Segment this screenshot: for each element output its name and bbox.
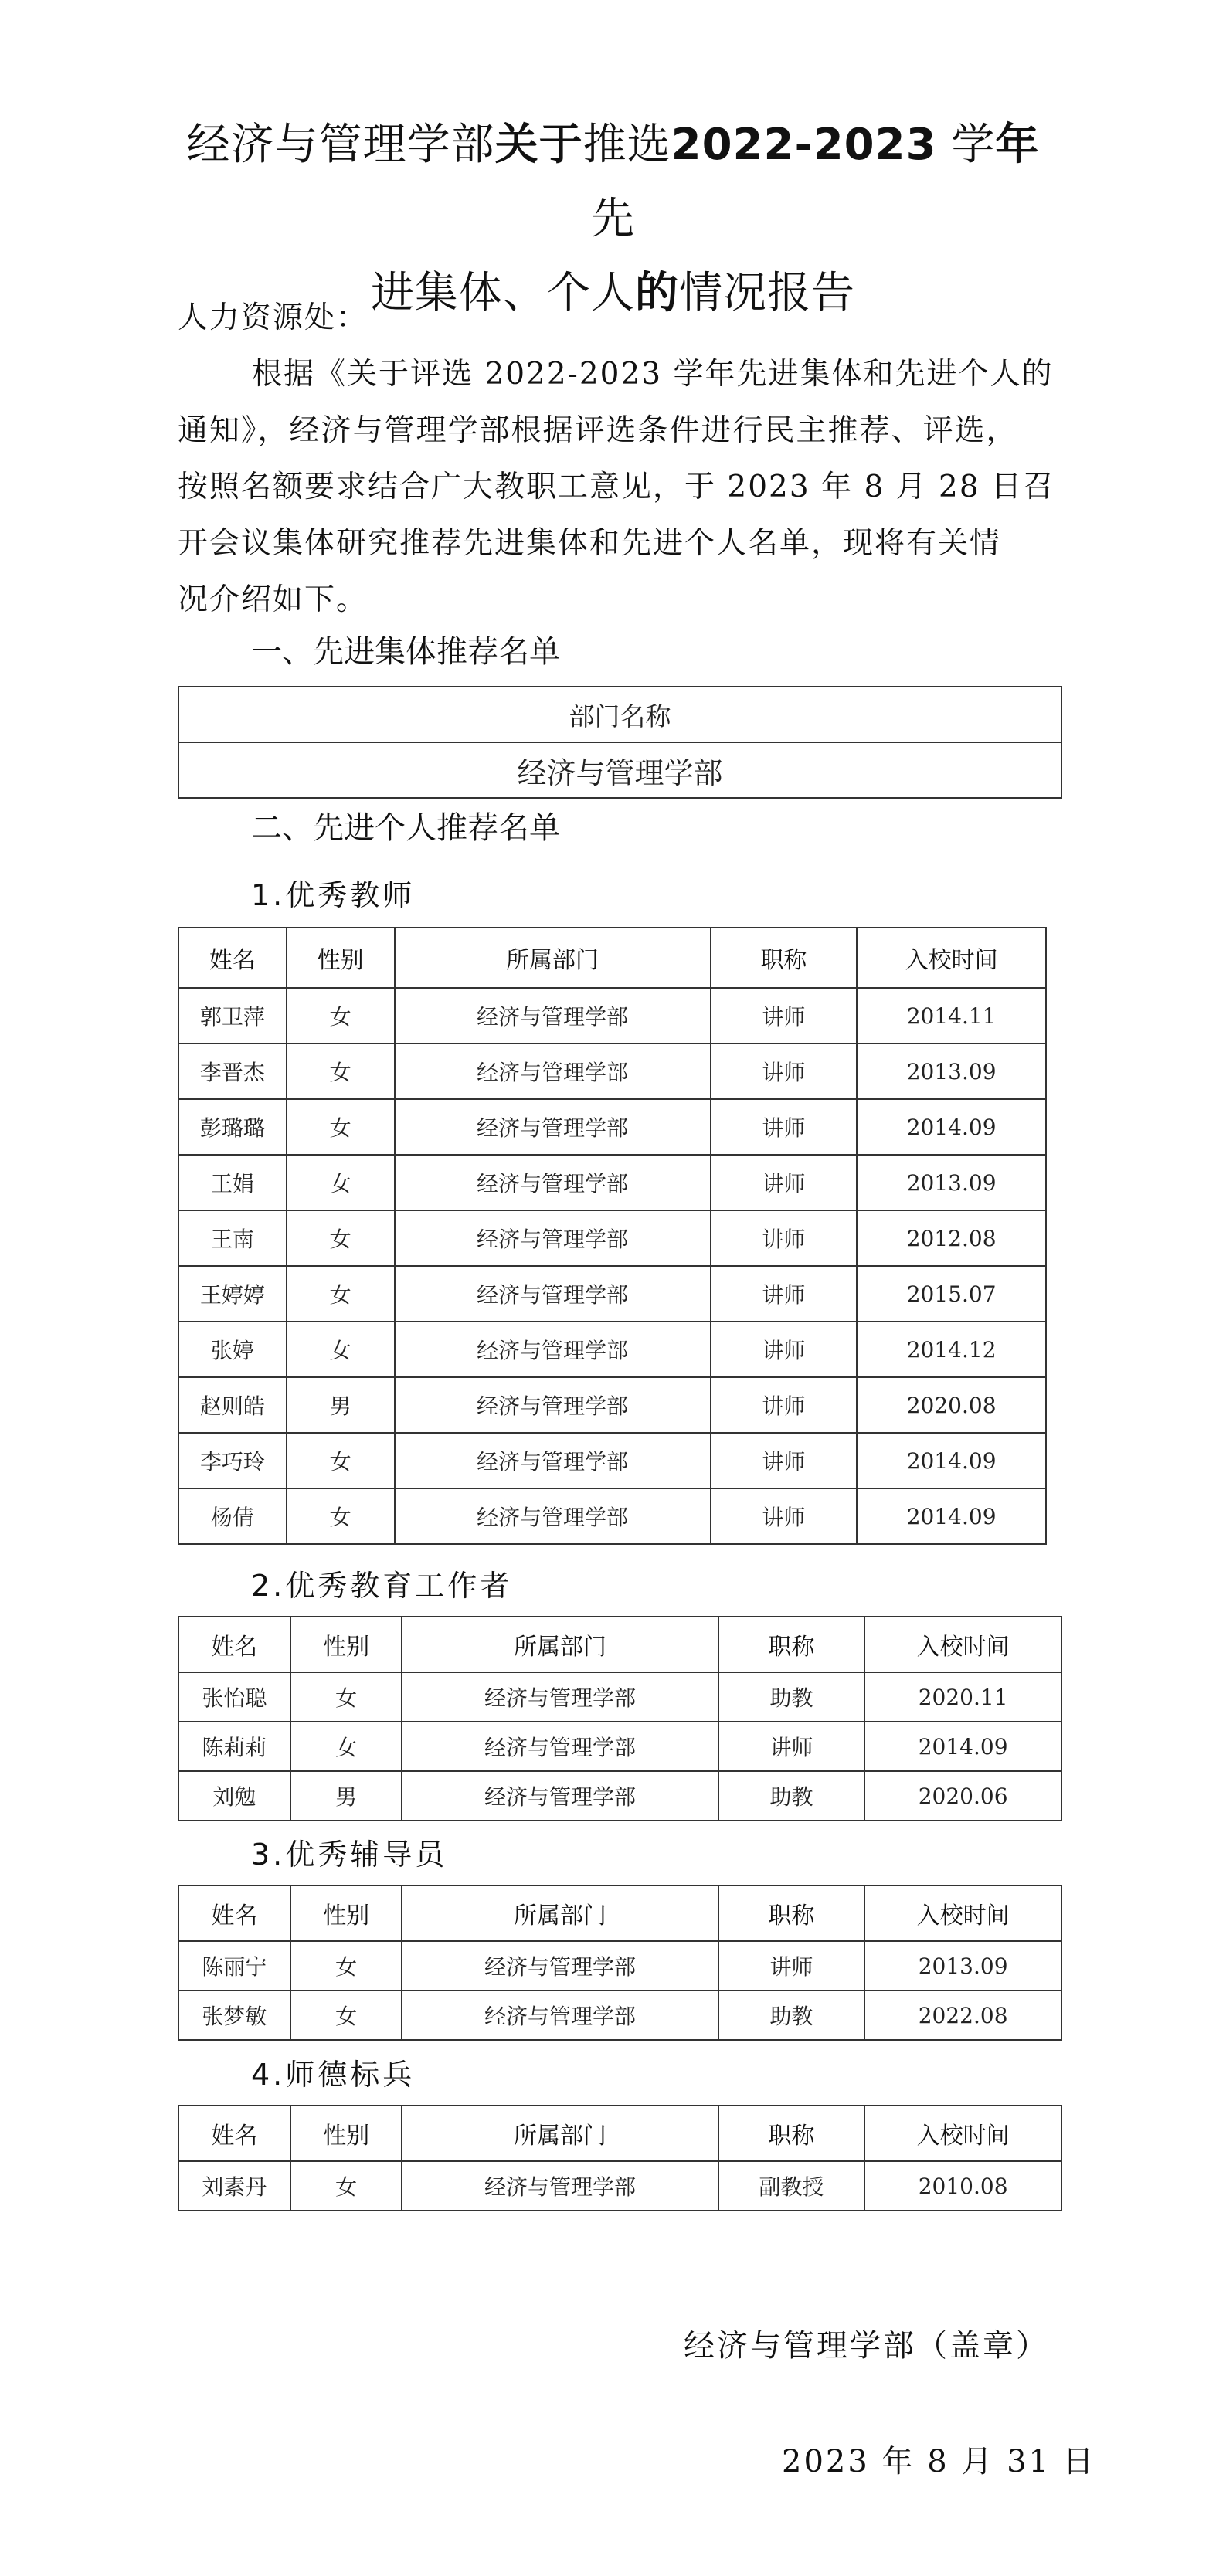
cell-title: 副教授 (718, 2161, 865, 2211)
column-header-entry-date: 入校时间 (864, 2106, 1061, 2161)
table-row (178, 1266, 1046, 1322)
column-header-title: 职称 (711, 928, 858, 988)
cell-department: 经济与管理学部 (395, 1266, 711, 1322)
column-header-gender: 性别 (290, 1885, 402, 1941)
column-header-title: 职称 (718, 1885, 865, 1941)
addressee: 人力资源处： (178, 300, 368, 335)
cell-entry-date: 2014.09 (864, 1722, 1061, 1771)
column-header-title: 职称 (718, 1617, 865, 1672)
group4-title: 4.师德标兵 (251, 2058, 416, 2092)
column-header-department: 所属部门 (402, 1617, 718, 1672)
table-header-row (178, 928, 1046, 988)
cell-department: 经济与管理学部 (395, 1155, 711, 1210)
table-row (178, 1210, 1046, 1266)
table-row (178, 1155, 1046, 1210)
table-row (178, 1941, 1061, 1991)
cell-gender: 男 (287, 1377, 395, 1433)
cell-gender: 女 (287, 1155, 395, 1210)
cell-name: 刘素丹 (178, 2161, 290, 2211)
column-header-name: 姓名 (178, 928, 287, 988)
collective-table-value: 经济与管理学部 (178, 742, 1061, 798)
group2-title: 2.优秀教育工作者 (251, 1569, 513, 1603)
column-header-name: 姓名 (178, 1617, 290, 1672)
cell-name: 李晋杰 (178, 1044, 287, 1099)
table-row (178, 1722, 1061, 1771)
column-header-department: 所属部门 (395, 928, 711, 988)
cell-name: 刘勉 (178, 1771, 290, 1821)
cell-entry-date: 2010.08 (864, 2161, 1061, 2211)
cell-department: 经济与管理学部 (395, 1322, 711, 1377)
cell-gender: 女 (287, 988, 395, 1044)
cell-department: 经济与管理学部 (395, 1377, 711, 1433)
signature-org: 经济与管理学部（盖章） (684, 2328, 1049, 2364)
cell-entry-date: 2013.09 (857, 1155, 1046, 1210)
section1-heading: 一、先进集体推荐名单 (251, 634, 560, 670)
cell-entry-date: 2020.08 (857, 1377, 1046, 1433)
cell-name: 彭璐璐 (178, 1099, 287, 1155)
cell-entry-date: 2013.09 (864, 1941, 1061, 1991)
cell-name: 张梦敏 (178, 1991, 290, 2040)
cell-department: 经济与管理学部 (395, 1488, 711, 1544)
cell-name: 李巧玲 (178, 1433, 287, 1488)
column-header-gender: 性别 (290, 1617, 402, 1672)
cell-entry-date: 2014.09 (857, 1099, 1046, 1155)
ethics-model-table (178, 2105, 1062, 2211)
cell-department: 经济与管理学部 (395, 1044, 711, 1099)
column-header-entry-date: 入校时间 (857, 928, 1046, 988)
cell-gender: 女 (290, 1991, 402, 2040)
title-line-2: 进集体、个人的情况报告 (371, 268, 855, 318)
cell-title: 讲师 (711, 1377, 858, 1433)
column-header-title: 职称 (718, 2106, 865, 2161)
cell-name: 郭卫萍 (178, 988, 287, 1044)
table-row (178, 1433, 1046, 1488)
cell-department: 经济与管理学部 (402, 1672, 718, 1722)
cell-name: 杨倩 (178, 1488, 287, 1544)
table-row (178, 1991, 1061, 2040)
cell-department: 经济与管理学部 (402, 2161, 718, 2211)
column-header-gender: 性别 (290, 2106, 402, 2161)
cell-name: 张怡聪 (178, 1672, 290, 1722)
body-paragraph (178, 346, 1058, 628)
column-header-department: 所属部门 (402, 2106, 718, 2161)
signature-date: 2023 年 8 月 31 日 (782, 2444, 1096, 2479)
cell-gender: 男 (290, 1771, 402, 1821)
cell-entry-date: 2014.09 (857, 1488, 1046, 1544)
educators-table (178, 1616, 1062, 1821)
teachers-table (178, 927, 1047, 1545)
column-header-name: 姓名 (178, 1885, 290, 1941)
cell-gender: 女 (290, 2161, 402, 2211)
column-header-gender: 性别 (287, 928, 395, 988)
cell-department: 经济与管理学部 (402, 1722, 718, 1771)
table-header-row (178, 1617, 1061, 1672)
column-header-department: 所属部门 (402, 1885, 718, 1941)
cell-title: 讲师 (711, 988, 858, 1044)
cell-entry-date: 2012.08 (857, 1210, 1046, 1266)
cell-gender: 女 (287, 1433, 395, 1488)
cell-title: 讲师 (711, 1322, 858, 1377)
cell-department: 经济与管理学部 (395, 988, 711, 1044)
body-line: 开会议集体研究推荐先进集体和先进个人名单，现将有关情 (178, 526, 1002, 561)
cell-name: 陈莉莉 (178, 1722, 290, 1771)
cell-gender: 女 (287, 1322, 395, 1377)
title-line-1: 经济与管理学部关于推选2022-2023 学年先 (186, 120, 1040, 244)
cell-entry-date: 2020.11 (864, 1672, 1061, 1722)
cell-gender: 女 (290, 1672, 402, 1722)
column-header-entry-date: 入校时间 (864, 1617, 1061, 1672)
cell-department: 经济与管理学部 (395, 1433, 711, 1488)
table-row (178, 1771, 1061, 1821)
cell-title: 讲师 (711, 1099, 858, 1155)
table-row (178, 1044, 1046, 1099)
body-line: 通知》，经济与管理学部根据评选条件进行民主推荐、评选， (178, 413, 1018, 448)
cell-title: 讲师 (718, 1722, 865, 1771)
cell-title: 助教 (718, 1991, 865, 2040)
cell-department: 经济与管理学部 (395, 1210, 711, 1266)
cell-entry-date: 2020.06 (864, 1771, 1061, 1821)
body-line: 根据《关于评选 2022-2023 学年先进集体和先进个人的 (252, 357, 1054, 392)
cell-title: 讲师 (711, 1488, 858, 1544)
cell-department: 经济与管理学部 (402, 1941, 718, 1991)
cell-gender: 女 (287, 1488, 395, 1544)
cell-title: 讲师 (718, 1941, 865, 1991)
cell-name: 王娟 (178, 1155, 287, 1210)
cell-entry-date: 2015.07 (857, 1266, 1046, 1322)
cell-entry-date: 2013.09 (857, 1044, 1046, 1099)
table-row (178, 1322, 1046, 1377)
cell-entry-date: 2014.11 (857, 988, 1046, 1044)
counselors-table (178, 1885, 1062, 2041)
cell-department: 经济与管理学部 (402, 1771, 718, 1821)
cell-name: 王婷婷 (178, 1266, 287, 1322)
cell-department: 经济与管理学部 (395, 1099, 711, 1155)
table-row (178, 1099, 1046, 1155)
table-row (178, 1377, 1046, 1433)
table-header-row (178, 1885, 1061, 1941)
group1-title: 1.优秀教师 (251, 878, 416, 912)
cell-name: 陈丽宁 (178, 1941, 290, 1991)
cell-title: 讲师 (711, 1210, 858, 1266)
column-header-entry-date: 入校时间 (864, 1885, 1061, 1941)
cell-title: 讲师 (711, 1044, 858, 1099)
cell-gender: 女 (287, 1266, 395, 1322)
table-row (178, 2161, 1061, 2211)
cell-title: 讲师 (711, 1433, 858, 1488)
table-row (178, 1488, 1046, 1544)
body-line: 况介绍如下。 (178, 582, 368, 617)
cell-name: 张婷 (178, 1322, 287, 1377)
cell-entry-date: 2014.09 (857, 1433, 1046, 1488)
cell-name: 赵则皓 (178, 1377, 287, 1433)
collective-table (178, 686, 1062, 799)
cell-gender: 女 (287, 1099, 395, 1155)
cell-name: 王南 (178, 1210, 287, 1266)
cell-gender: 女 (290, 1722, 402, 1771)
cell-gender: 女 (287, 1210, 395, 1266)
cell-gender: 女 (290, 1941, 402, 1991)
cell-title: 助教 (718, 1672, 865, 1722)
table-row (178, 1672, 1061, 1722)
cell-gender: 女 (287, 1044, 395, 1099)
cell-title: 讲师 (711, 1266, 858, 1322)
table-row (178, 988, 1046, 1044)
collective-table-header: 部门名称 (178, 687, 1061, 742)
body-line: 按照名额要求结合广大教职工意见，于 2023 年 8 月 28 日召 (178, 470, 1055, 504)
cell-entry-date: 2022.08 (864, 1991, 1061, 2040)
group3-title: 3.优秀辅导员 (251, 1838, 448, 1872)
table-header-row (178, 2106, 1061, 2161)
cell-title: 助教 (718, 1771, 865, 1821)
cell-entry-date: 2014.12 (857, 1322, 1046, 1377)
section2-heading: 二、先进个人推荐名单 (251, 810, 560, 846)
cell-title: 讲师 (711, 1155, 858, 1210)
column-header-name: 姓名 (178, 2106, 290, 2161)
cell-department: 经济与管理学部 (402, 1991, 718, 2040)
